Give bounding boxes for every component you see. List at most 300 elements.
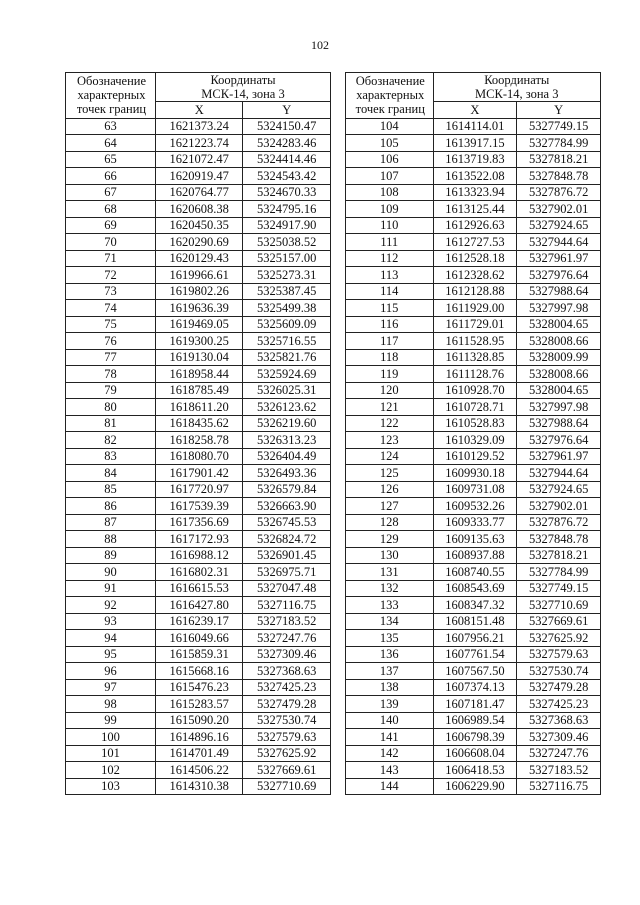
y-coordinate-cell: 5327988.64 bbox=[517, 415, 601, 432]
x-coordinate-cell: 1616615.53 bbox=[156, 580, 243, 597]
table-row bbox=[66, 778, 331, 795]
point-number-cell: 119 bbox=[346, 366, 434, 383]
y-coordinate-cell: 5326824.72 bbox=[243, 531, 331, 548]
y-coordinate-cell: 5327530.74 bbox=[517, 663, 601, 680]
x-coordinate-cell: 1614896.16 bbox=[156, 729, 243, 746]
table-row bbox=[66, 514, 331, 531]
table-row bbox=[346, 316, 601, 333]
y-coordinate-cell: 5327944.64 bbox=[517, 465, 601, 482]
point-number-cell: 85 bbox=[66, 481, 156, 498]
point-number-cell: 83 bbox=[66, 448, 156, 465]
y-coordinate-cell: 5327183.52 bbox=[517, 762, 601, 779]
table-row bbox=[346, 564, 601, 581]
table-row bbox=[66, 217, 331, 234]
point-number-cell: 139 bbox=[346, 696, 434, 713]
table-row bbox=[346, 201, 601, 218]
point-number-cell: 136 bbox=[346, 646, 434, 663]
y-coordinate-cell: 5327625.92 bbox=[243, 745, 331, 762]
point-header-line: Обозначение bbox=[76, 74, 147, 89]
point-number-cell: 118 bbox=[346, 349, 434, 366]
point-number-cell: 79 bbox=[66, 382, 156, 399]
table-row bbox=[346, 613, 601, 630]
point-number-cell: 76 bbox=[66, 333, 156, 350]
table-row bbox=[346, 762, 601, 779]
table-row bbox=[66, 316, 331, 333]
table-row bbox=[66, 448, 331, 465]
x-coordinate-cell: 1612926.63 bbox=[433, 217, 517, 234]
y-coordinate-cell: 5327902.01 bbox=[517, 201, 601, 218]
point-number-cell: 103 bbox=[66, 778, 156, 795]
point-number-cell: 71 bbox=[66, 250, 156, 267]
y-coordinate-cell: 5326975.71 bbox=[243, 564, 331, 581]
y-coordinate-cell: 5327749.15 bbox=[517, 580, 601, 597]
x-coordinate-cell: 1609333.77 bbox=[433, 514, 517, 531]
table-row bbox=[66, 580, 331, 597]
point-number-cell: 144 bbox=[346, 778, 434, 795]
point-number-cell: 135 bbox=[346, 630, 434, 647]
table-row bbox=[66, 531, 331, 548]
y-coordinate-cell: 5327247.76 bbox=[517, 745, 601, 762]
y-coordinate-cell: 5327818.21 bbox=[517, 547, 601, 564]
table-row bbox=[66, 135, 331, 152]
point-number-cell: 67 bbox=[66, 184, 156, 201]
x-coordinate-cell: 1613719.83 bbox=[433, 151, 517, 168]
point-number-cell: 80 bbox=[66, 399, 156, 416]
point-number-cell: 141 bbox=[346, 729, 434, 746]
table-row bbox=[346, 547, 601, 564]
point-number-cell: 113 bbox=[346, 267, 434, 284]
table-row bbox=[346, 696, 601, 713]
x-coordinate-cell: 1611729.01 bbox=[433, 316, 517, 333]
y-coordinate-cell: 5327961.97 bbox=[517, 250, 601, 267]
point-number-cell: 88 bbox=[66, 531, 156, 548]
x-coordinate-cell: 1615283.57 bbox=[156, 696, 243, 713]
y-coordinate-cell: 5327997.98 bbox=[517, 399, 601, 416]
point-number-cell: 63 bbox=[66, 118, 156, 135]
x-coordinate-cell: 1607761.54 bbox=[433, 646, 517, 663]
table-row bbox=[66, 712, 331, 729]
coordinates-header-line: МСК-14, зона 3 bbox=[475, 87, 559, 101]
y-coordinate-cell: 5327710.69 bbox=[517, 597, 601, 614]
x-coordinate-cell: 1619469.05 bbox=[156, 316, 243, 333]
y-coordinate-cell: 5327247.76 bbox=[243, 630, 331, 647]
table-row bbox=[66, 267, 331, 284]
point-number-cell: 77 bbox=[66, 349, 156, 366]
table-row bbox=[66, 762, 331, 779]
x-coordinate-cell: 1612328.62 bbox=[433, 267, 517, 284]
table-row bbox=[66, 333, 331, 350]
table-row bbox=[66, 597, 331, 614]
y-coordinate-cell: 5326025.31 bbox=[243, 382, 331, 399]
y-coordinate-cell: 5326579.84 bbox=[243, 481, 331, 498]
table-row bbox=[66, 432, 331, 449]
table-row bbox=[346, 300, 601, 317]
point-number-cell: 100 bbox=[66, 729, 156, 746]
point-number-cell: 78 bbox=[66, 366, 156, 383]
x-coordinate-cell: 1606418.53 bbox=[433, 762, 517, 779]
x-coordinate-cell: 1618611.20 bbox=[156, 399, 243, 416]
table-row bbox=[346, 135, 601, 152]
point-number-cell: 97 bbox=[66, 679, 156, 696]
x-coordinate-cell: 1612128.88 bbox=[433, 283, 517, 300]
point-number-cell: 96 bbox=[66, 663, 156, 680]
x-coordinate-cell: 1613125.44 bbox=[433, 201, 517, 218]
y-coordinate-cell: 5327669.61 bbox=[517, 613, 601, 630]
point-header-line: точек границ bbox=[76, 102, 147, 117]
x-coordinate-cell: 1609731.08 bbox=[433, 481, 517, 498]
y-coordinate-cell: 5327902.01 bbox=[517, 498, 601, 515]
table-row bbox=[346, 432, 601, 449]
x-coordinate-cell: 1606989.54 bbox=[433, 712, 517, 729]
x-coordinate-cell: 1609930.18 bbox=[433, 465, 517, 482]
y-coordinate-cell: 5325273.31 bbox=[243, 267, 331, 284]
point-number-cell: 115 bbox=[346, 300, 434, 317]
table-row bbox=[346, 184, 601, 201]
table-row bbox=[346, 679, 601, 696]
point-number-cell: 133 bbox=[346, 597, 434, 614]
y-coordinate-cell: 5327710.69 bbox=[243, 778, 331, 795]
x-coordinate-cell: 1611528.95 bbox=[433, 333, 517, 350]
y-coordinate-cell: 5326663.90 bbox=[243, 498, 331, 515]
point-number-cell: 99 bbox=[66, 712, 156, 729]
y-coordinate-cell: 5327579.63 bbox=[243, 729, 331, 746]
x-coordinate-cell: 1621373.24 bbox=[156, 118, 243, 135]
point-number-cell: 138 bbox=[346, 679, 434, 696]
y-coordinate-cell: 5327625.92 bbox=[517, 630, 601, 647]
table-row bbox=[346, 778, 601, 795]
point-number-cell: 108 bbox=[346, 184, 434, 201]
x-coordinate-cell: 1614310.38 bbox=[156, 778, 243, 795]
table-row bbox=[66, 349, 331, 366]
x-coordinate-cell: 1617539.39 bbox=[156, 498, 243, 515]
y-coordinate-cell: 5327309.46 bbox=[243, 646, 331, 663]
x-coordinate-cell: 1620450.35 bbox=[156, 217, 243, 234]
y-coordinate-cell: 5327368.63 bbox=[517, 712, 601, 729]
y-coordinate-cell: 5327309.46 bbox=[517, 729, 601, 746]
x-coordinate-cell: 1620290.69 bbox=[156, 234, 243, 251]
point-number-cell: 95 bbox=[66, 646, 156, 663]
point-number-cell: 123 bbox=[346, 432, 434, 449]
table-row bbox=[346, 498, 601, 515]
table-row bbox=[346, 234, 601, 251]
x-coordinate-cell: 1611128.76 bbox=[433, 366, 517, 383]
point-number-cell: 75 bbox=[66, 316, 156, 333]
point-header-line: точек границ bbox=[355, 102, 425, 117]
x-header: X bbox=[156, 102, 243, 119]
x-coordinate-cell: 1617720.97 bbox=[156, 481, 243, 498]
y-coordinate-cell: 5325821.76 bbox=[243, 349, 331, 366]
point-number-cell: 72 bbox=[66, 267, 156, 284]
table-row bbox=[346, 151, 601, 168]
point-number-cell: 110 bbox=[346, 217, 434, 234]
x-coordinate-cell: 1613917.15 bbox=[433, 135, 517, 152]
x-coordinate-cell: 1614701.49 bbox=[156, 745, 243, 762]
x-coordinate-cell: 1607956.21 bbox=[433, 630, 517, 647]
coordinates-header bbox=[433, 73, 600, 102]
y-coordinate-cell: 5327924.65 bbox=[517, 217, 601, 234]
point-number-cell: 106 bbox=[346, 151, 434, 168]
x-coordinate-cell: 1613522.08 bbox=[433, 168, 517, 185]
table-row bbox=[346, 712, 601, 729]
point-number-cell: 68 bbox=[66, 201, 156, 218]
x-coordinate-cell: 1619966.61 bbox=[156, 267, 243, 284]
x-coordinate-cell: 1610329.09 bbox=[433, 432, 517, 449]
table-row bbox=[346, 250, 601, 267]
table-row bbox=[66, 382, 331, 399]
coordinates-table-right bbox=[345, 72, 601, 795]
x-coordinate-cell: 1615476.23 bbox=[156, 679, 243, 696]
y-coordinate-cell: 5324543.42 bbox=[243, 168, 331, 185]
point-number-cell: 105 bbox=[346, 135, 434, 152]
point-number-cell: 81 bbox=[66, 415, 156, 432]
table-row bbox=[66, 151, 331, 168]
table-row bbox=[66, 415, 331, 432]
point-number-cell: 134 bbox=[346, 613, 434, 630]
table-row bbox=[66, 201, 331, 218]
point-number-cell: 82 bbox=[66, 432, 156, 449]
table-row bbox=[66, 547, 331, 564]
table-row bbox=[346, 118, 601, 135]
point-number-cell: 104 bbox=[346, 118, 434, 135]
point-header-line: характерных bbox=[77, 88, 146, 103]
table-row bbox=[346, 382, 601, 399]
table-row bbox=[346, 415, 601, 432]
y-coordinate-cell: 5325499.38 bbox=[243, 300, 331, 317]
x-coordinate-cell: 1616802.31 bbox=[156, 564, 243, 581]
x-coordinate-cell: 1607374.13 bbox=[433, 679, 517, 696]
x-coordinate-cell: 1615668.16 bbox=[156, 663, 243, 680]
y-coordinate-cell: 5326123.62 bbox=[243, 399, 331, 416]
x-header: X bbox=[433, 102, 517, 119]
table-row bbox=[346, 465, 601, 482]
x-coordinate-cell: 1610129.52 bbox=[433, 448, 517, 465]
point-number-cell: 69 bbox=[66, 217, 156, 234]
table-row bbox=[346, 283, 601, 300]
point-header-line: Обозначение bbox=[355, 74, 425, 89]
point-number-cell: 98 bbox=[66, 696, 156, 713]
table-row bbox=[66, 663, 331, 680]
table-row bbox=[346, 597, 601, 614]
point-number-cell: 124 bbox=[346, 448, 434, 465]
y-coordinate-cell: 5324917.90 bbox=[243, 217, 331, 234]
table-row bbox=[346, 663, 601, 680]
table-row bbox=[346, 349, 601, 366]
table-row bbox=[66, 679, 331, 696]
point-number-cell: 102 bbox=[66, 762, 156, 779]
x-coordinate-cell: 1610928.70 bbox=[433, 382, 517, 399]
y-coordinate-cell: 5326493.36 bbox=[243, 465, 331, 482]
table-row bbox=[346, 333, 601, 350]
y-coordinate-cell: 5326313.23 bbox=[243, 432, 331, 449]
table-row bbox=[66, 729, 331, 746]
y-coordinate-cell: 5327479.28 bbox=[517, 679, 601, 696]
x-coordinate-cell: 1614506.22 bbox=[156, 762, 243, 779]
table-row bbox=[66, 366, 331, 383]
point-number-cell: 140 bbox=[346, 712, 434, 729]
table-body-right bbox=[346, 118, 601, 795]
x-coordinate-cell: 1619300.25 bbox=[156, 333, 243, 350]
table-row bbox=[66, 613, 331, 630]
x-coordinate-cell: 1616049.66 bbox=[156, 630, 243, 647]
table-row bbox=[66, 498, 331, 515]
x-coordinate-cell: 1620129.43 bbox=[156, 250, 243, 267]
point-header bbox=[346, 73, 434, 119]
y-coordinate-cell: 5324150.47 bbox=[243, 118, 331, 135]
y-coordinate-cell: 5326901.45 bbox=[243, 547, 331, 564]
point-number-cell: 109 bbox=[346, 201, 434, 218]
x-coordinate-cell: 1619636.39 bbox=[156, 300, 243, 317]
x-coordinate-cell: 1617356.69 bbox=[156, 514, 243, 531]
y-coordinate-cell: 5327669.61 bbox=[243, 762, 331, 779]
point-number-cell: 74 bbox=[66, 300, 156, 317]
point-number-cell: 86 bbox=[66, 498, 156, 515]
x-coordinate-cell: 1607181.47 bbox=[433, 696, 517, 713]
y-coordinate-cell: 5327976.64 bbox=[517, 267, 601, 284]
y-coordinate-cell: 5328009.99 bbox=[517, 349, 601, 366]
x-coordinate-cell: 1608151.48 bbox=[433, 613, 517, 630]
x-coordinate-cell: 1608740.55 bbox=[433, 564, 517, 581]
point-number-cell: 73 bbox=[66, 283, 156, 300]
table-row bbox=[66, 745, 331, 762]
x-coordinate-cell: 1606608.04 bbox=[433, 745, 517, 762]
table-row bbox=[66, 184, 331, 201]
point-number-cell: 131 bbox=[346, 564, 434, 581]
table-row bbox=[66, 399, 331, 416]
x-coordinate-cell: 1619130.04 bbox=[156, 349, 243, 366]
x-coordinate-cell: 1616239.17 bbox=[156, 613, 243, 630]
table-row bbox=[66, 630, 331, 647]
y-coordinate-cell: 5326745.53 bbox=[243, 514, 331, 531]
point-number-cell: 137 bbox=[346, 663, 434, 680]
table-row bbox=[66, 234, 331, 251]
y-coordinate-cell: 5327924.65 bbox=[517, 481, 601, 498]
point-number-cell: 91 bbox=[66, 580, 156, 597]
x-coordinate-cell: 1617901.42 bbox=[156, 465, 243, 482]
table-row bbox=[346, 366, 601, 383]
table-row bbox=[66, 696, 331, 713]
point-header bbox=[66, 73, 156, 119]
y-coordinate-cell: 5327425.23 bbox=[517, 696, 601, 713]
x-coordinate-cell: 1615859.31 bbox=[156, 646, 243, 663]
table-row bbox=[346, 514, 601, 531]
x-coordinate-cell: 1612727.53 bbox=[433, 234, 517, 251]
point-header-line: характерных bbox=[356, 88, 425, 103]
x-coordinate-cell: 1621223.74 bbox=[156, 135, 243, 152]
x-coordinate-cell: 1607567.50 bbox=[433, 663, 517, 680]
y-coordinate-cell: 5325387.45 bbox=[243, 283, 331, 300]
y-coordinate-cell: 5327848.78 bbox=[517, 168, 601, 185]
y-coordinate-cell: 5327784.99 bbox=[517, 564, 601, 581]
y-coordinate-cell: 5327047.48 bbox=[243, 580, 331, 597]
y-coordinate-cell: 5327988.64 bbox=[517, 283, 601, 300]
y-coordinate-cell: 5327997.98 bbox=[517, 300, 601, 317]
y-coordinate-cell: 5324670.33 bbox=[243, 184, 331, 201]
y-coordinate-cell: 5327579.63 bbox=[517, 646, 601, 663]
table-row bbox=[66, 465, 331, 482]
y-coordinate-cell: 5324795.16 bbox=[243, 201, 331, 218]
point-number-cell: 129 bbox=[346, 531, 434, 548]
point-number-cell: 107 bbox=[346, 168, 434, 185]
point-number-cell: 87 bbox=[66, 514, 156, 531]
x-coordinate-cell: 1620919.47 bbox=[156, 168, 243, 185]
table-row bbox=[346, 729, 601, 746]
x-coordinate-cell: 1621072.47 bbox=[156, 151, 243, 168]
x-coordinate-cell: 1618435.62 bbox=[156, 415, 243, 432]
y-coordinate-cell: 5325924.69 bbox=[243, 366, 331, 383]
y-coordinate-cell: 5326219.60 bbox=[243, 415, 331, 432]
y-coordinate-cell: 5325609.09 bbox=[243, 316, 331, 333]
x-coordinate-cell: 1618258.78 bbox=[156, 432, 243, 449]
y-coordinate-cell: 5325716.55 bbox=[243, 333, 331, 350]
x-coordinate-cell: 1619802.26 bbox=[156, 283, 243, 300]
point-number-cell: 120 bbox=[346, 382, 434, 399]
table-row bbox=[346, 481, 601, 498]
x-coordinate-cell: 1617172.93 bbox=[156, 531, 243, 548]
x-coordinate-cell: 1613323.94 bbox=[433, 184, 517, 201]
coordinates-header-line: Координаты bbox=[210, 73, 276, 87]
point-number-cell: 84 bbox=[66, 465, 156, 482]
x-coordinate-cell: 1609532.26 bbox=[433, 498, 517, 515]
table-row bbox=[66, 283, 331, 300]
x-coordinate-cell: 1618785.49 bbox=[156, 382, 243, 399]
x-coordinate-cell: 1608347.32 bbox=[433, 597, 517, 614]
y-coordinate-cell: 5326404.49 bbox=[243, 448, 331, 465]
point-number-cell: 93 bbox=[66, 613, 156, 630]
x-coordinate-cell: 1616988.12 bbox=[156, 547, 243, 564]
point-number-cell: 64 bbox=[66, 135, 156, 152]
point-number-cell: 121 bbox=[346, 399, 434, 416]
y-coordinate-cell: 5328004.65 bbox=[517, 382, 601, 399]
y-coordinate-cell: 5324414.46 bbox=[243, 151, 331, 168]
y-coordinate-cell: 5327976.64 bbox=[517, 432, 601, 449]
point-number-cell: 92 bbox=[66, 597, 156, 614]
x-coordinate-cell: 1610728.71 bbox=[433, 399, 517, 416]
point-number-cell: 130 bbox=[346, 547, 434, 564]
y-coordinate-cell: 5327116.75 bbox=[517, 778, 601, 795]
table-row bbox=[66, 564, 331, 581]
x-coordinate-cell: 1609135.63 bbox=[433, 531, 517, 548]
y-coordinate-cell: 5327848.78 bbox=[517, 531, 601, 548]
y-coordinate-cell: 5327961.97 bbox=[517, 448, 601, 465]
x-coordinate-cell: 1620608.38 bbox=[156, 201, 243, 218]
x-coordinate-cell: 1616427.80 bbox=[156, 597, 243, 614]
point-number-cell: 65 bbox=[66, 151, 156, 168]
point-number-cell: 126 bbox=[346, 481, 434, 498]
table-row bbox=[346, 267, 601, 284]
x-coordinate-cell: 1608543.69 bbox=[433, 580, 517, 597]
table-row bbox=[66, 168, 331, 185]
table-row bbox=[346, 630, 601, 647]
table-row bbox=[66, 300, 331, 317]
point-number-cell: 90 bbox=[66, 564, 156, 581]
x-coordinate-cell: 1618080.70 bbox=[156, 448, 243, 465]
y-coordinate-cell: 5328008.66 bbox=[517, 366, 601, 383]
y-header: Y bbox=[243, 102, 331, 119]
y-coordinate-cell: 5327368.63 bbox=[243, 663, 331, 680]
x-coordinate-cell: 1606798.39 bbox=[433, 729, 517, 746]
table-row bbox=[346, 448, 601, 465]
y-coordinate-cell: 5327876.72 bbox=[517, 184, 601, 201]
point-number-cell: 128 bbox=[346, 514, 434, 531]
coordinates-header bbox=[156, 73, 331, 102]
point-number-cell: 94 bbox=[66, 630, 156, 647]
table-row bbox=[346, 646, 601, 663]
point-number-cell: 116 bbox=[346, 316, 434, 333]
y-coordinate-cell: 5327530.74 bbox=[243, 712, 331, 729]
table-body-left bbox=[66, 118, 331, 795]
y-coordinate-cell: 5327116.75 bbox=[243, 597, 331, 614]
point-number-cell: 114 bbox=[346, 283, 434, 300]
